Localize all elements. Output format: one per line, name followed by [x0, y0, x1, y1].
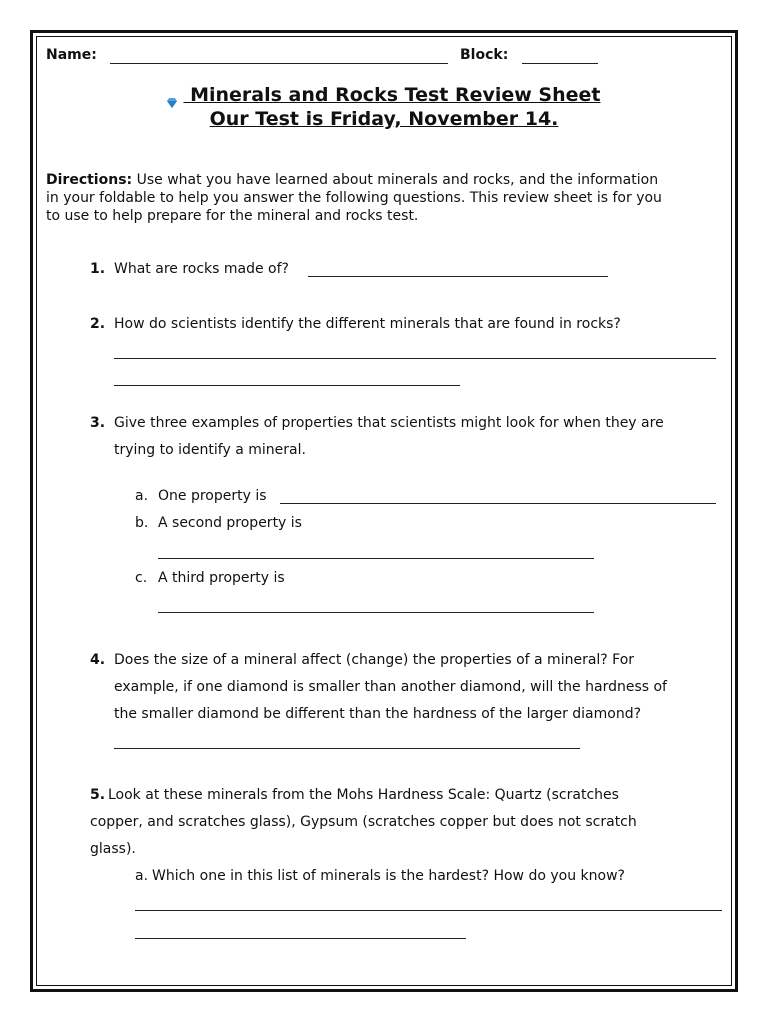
gem-icon [167, 90, 177, 100]
q3b-marker: b. [135, 515, 149, 531]
q5a-answer-blank-2[interactable] [135, 938, 466, 939]
q3-number: 3. [90, 415, 106, 431]
q3-line2: trying to identify a mineral. [114, 442, 306, 458]
directions-label: Directions: [46, 172, 133, 188]
q3b-text: A second property is [158, 515, 302, 531]
q3c-answer-blank[interactable] [158, 612, 594, 613]
page-title [0, 83, 768, 107]
directions-line1: Directions: Use what you have learned about minerals and rocks, and the information [46, 172, 659, 188]
q1-answer-blank[interactable] [308, 276, 608, 277]
q5-line3: glass). [90, 841, 136, 857]
q4-number: 4. [90, 652, 106, 668]
q3c-marker: c. [135, 570, 148, 586]
q5-line2: copper, and scratches glass), Gypsum (scratches copper but does not scratch [90, 814, 637, 830]
q4-answer-blank[interactable] [114, 748, 580, 749]
q4-line2: example, if one diamond is smaller than another diamond, will the hardness of [114, 679, 667, 695]
q2-number: 2. [90, 316, 106, 332]
title-subline: Our Test is Friday, November 14. [209, 108, 559, 130]
q2-text: How do scientists identify the different minerals that are found in rocks? [114, 316, 621, 332]
q5-line1: Look at these minerals from the Mohs Hardness Scale: Quartz (scratches [108, 787, 619, 803]
title-line1: Minerals and Rocks Test Review Sheet [183, 84, 601, 106]
q3c-text: A third property is [158, 570, 285, 586]
q5a-text: Which one in this list of minerals is the hardest? How do you know? [152, 868, 625, 884]
q2-answer-blank-1[interactable] [114, 358, 716, 359]
q2-answer-blank-2[interactable] [114, 385, 460, 386]
q3b-answer-blank[interactable] [158, 558, 594, 559]
q1-text: What are rocks made of? [114, 261, 289, 277]
q4-line3: the smaller diamond be different than the hardness of the larger diamond? [114, 706, 642, 722]
name-label: Name: [46, 47, 97, 63]
q3a-answer-blank[interactable] [280, 503, 716, 504]
q5a-marker: a. [135, 868, 149, 884]
directions-line2: in your foldable to help you answer the following questions. This review sheet is for you [46, 190, 662, 206]
directions-line3: to use to help prepare for the mineral and rocks test. [46, 208, 419, 224]
q3-line1: Give three examples of properties that scientists might look for when they are [114, 415, 664, 431]
q5-number: 5. [90, 787, 106, 803]
q1-number: 1. [90, 261, 106, 277]
q3a-marker: a. [135, 488, 149, 504]
block-blank[interactable] [522, 63, 598, 64]
block-label: Block: [460, 47, 509, 63]
name-blank[interactable] [110, 63, 448, 64]
q3a-text: One property is [158, 488, 267, 504]
q5a-answer-blank-1[interactable] [135, 910, 722, 911]
q4-line1: Does the size of a mineral affect (change) the properties of a mineral? For [114, 652, 635, 668]
